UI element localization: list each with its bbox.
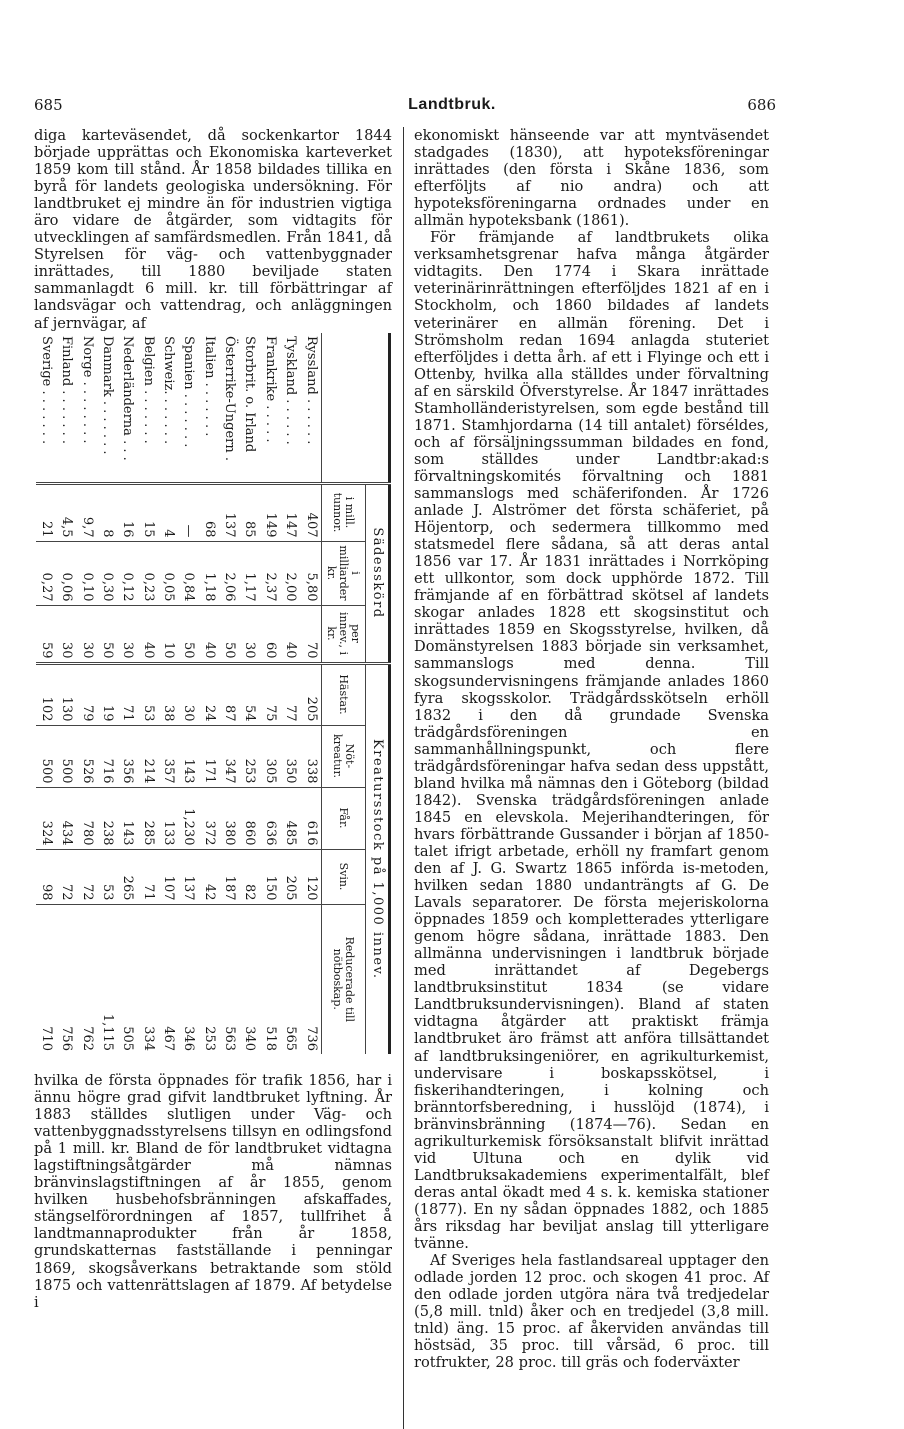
table-row (280, 333, 300, 1054)
left-column-top-text (34, 127, 392, 332)
table-cell: 356 (117, 725, 137, 787)
table-cell: 0,27 (36, 541, 56, 605)
table-cell: 780 (77, 787, 97, 849)
table-cell: 87 (219, 663, 239, 725)
header-kreatursstock: Kreatursstock på 1,000 innev. (366, 663, 390, 1054)
table-row (138, 333, 158, 1054)
table-cell: 10 (158, 605, 178, 663)
paragraph: diga karteväsendet, då sockenkartor 1844 började upprättas och Ekonomiska karteverket 1859 kom till stånd. År 1858 bildades tillika en byrå för landets geologiska undersökning. För landtbruket ej mindre än för industrien vigtiga äro vidare de åtgärder, som vidtagits för utvecklingen af samfärdsmedlen. Från 1841, då Styrelsen för väg- och vattenbyggnader inrättades, till 1880 beviljade staten sammanlagdt 6 mill. kr. till förbättringar af landsvägar och vattendrag, och anläggningen af jernvägar, af (34, 127, 392, 332)
table-cell: 0,23 (138, 541, 158, 605)
table-cell: 120 (301, 849, 322, 904)
table-cell: 133 (158, 787, 178, 849)
table-cell: 467 (158, 904, 178, 1054)
table-cell: 762 (77, 904, 97, 1054)
table-cell: 30 (239, 605, 259, 663)
header-notkreatur: Nöt-kreatur. (322, 725, 366, 787)
table-cell: 72 (77, 849, 97, 904)
country-name: Norge . . . . . . . . (79, 336, 95, 444)
table-cell: 710 (36, 904, 56, 1054)
table-cell: 54 (239, 663, 259, 725)
country-name: Nederländerna . . . (120, 336, 136, 461)
right-column-text (414, 127, 769, 1371)
table-cell: 0,30 (97, 541, 117, 605)
table-cell: 143 (178, 725, 198, 787)
table-cell: 372 (199, 787, 219, 849)
table-cell: 305 (260, 725, 280, 787)
country-name: Danmark . . . . . . . (100, 336, 116, 455)
page-number-right: 686 (747, 96, 776, 114)
table-cell: 5,80 (301, 541, 322, 605)
country-name: Spanien . . . . . . . (181, 336, 197, 448)
table-cell: 53 (97, 849, 117, 904)
table-cell: 736 (301, 904, 322, 1054)
country-name: Storbrit. o. Irland (242, 336, 258, 453)
table-cell: 350 (280, 725, 300, 787)
table-cell: 253 (239, 725, 259, 787)
paragraph: För främjande af landtbrukets olika verksamhetsgrenar hafva många åtgärder vidtagits. Den 1774 i Skara inrättade veterinärinrättningen efterföljdes 1821 af en i Stockholm, och 1860 bildades af landets veterinärer en allmän förening. Det i Strömsholm redan 1694 anlagda stuteriet efterföljdes i detta årh. af ett i Flyinge och ett i Ottenby, hvilka alla ställdes under förvaltning af en särskild Öfverstyrelse. År 1847 inrättades Stamholländeristyrelsen, som egde bestånd till 1871. Stamhjordarna (14 till antalet) förséldes, och af försäljningssumman bildades en fond, som ställdes under Landtbr:akad:s förvaltningskomités förvaltning och 1881 sammanslogs med schäferifonden. År 1726 anlade J. Alströmer det första schäferiet, på Höjentorp, och sedermera tillkommo med statsmedel flere sådana, så att deras antal 1856 var 17. År 1831 inrättades i Norrköping ett ullkontor, som dock upphörde 1872. Till främjande af en förbättrad skötsel af landets skogar anlades 1828 ett skogsinstitut och inrättades 1859 en Skogsstyrelse, hvilken, då Domänstyrelsen 1883 började sin verksamhet, sammanslogs med denna. Till skogsundervisningens främjande anlades 1860 fyra skogsskolor. Trädgårdsskötseln erhöll 1832 i den då grundade Svenska trädgårdsföreningen en sammanhållningspunkt, och flere trädgårdsföreningar hafva sedan dess uppstått, bland hvilka må nämnas den i Göteborg (bildad 1842). Svenska trädgårdsföreningen anlade 1845 en elevskola. Mejerihandteringen, för hvars förbättrande Gussander i början af 1850-talet ifrigt arbetade, erhöll ny framfart genom den af J. G. Swartz 1865 införda is-metoden, hvilken sedan 1880 undanträngts af G. De Lavals separatorer. De första mejeriskolorna öppnades 1859 och kompletterades ytterligare genom högre sådana, inrättade 1883. Den allmänna undervisningen i landtbruk började med inrättandet af Degebergs landtbruksinstitut 1834 (se vidare Landtbruksundervisningen). Bland af staten vidtagna åtgärder att praktiskt främja landtbruket äro främst att anföra tillsättandet af landtbruksingeniörer, en agrikulturkemist, undervisare i boskapsskötsel, i fiskerihandteringen, i kolning och bränntorfsberedning, i husslöjd (1874), i bränvinsbränning (1874—76). Sedan en agrikulturkemisk försöksanstalt blifvit inrättad vid Ultuna och en dylik vid Landtbruksakademiens experimentalfält, blef deras antal ökadt med 4 s. k. kemiska stationer (1877). En ny sådan öppnades 1882, och 1885 års riksdag har beviljat anslag till ytterligare tvänne. (414, 229, 769, 1253)
table-cell: 59 (36, 605, 56, 663)
table-cell: 72 (56, 849, 76, 904)
table-cell: 563 (219, 904, 239, 1054)
table-cell: 2,37 (260, 541, 280, 605)
table-cell: 50 (97, 605, 117, 663)
table-cell: 50 (178, 605, 198, 663)
country-name: Frankrike . . . . . (262, 336, 278, 443)
table-cell: 75 (260, 663, 280, 725)
table-cell: 0,10 (77, 541, 97, 605)
table-cell: 79 (77, 663, 97, 725)
table-cell: 860 (239, 787, 259, 849)
table-cell: 518 (260, 904, 280, 1054)
header-saddesskord: Sädesskörd (366, 483, 390, 663)
header-reducerade: Reducerade till nötboskap. (322, 904, 366, 1054)
table-cell: 324 (36, 787, 56, 849)
table-cell: 16 (117, 483, 137, 541)
table-cell: 53 (138, 663, 158, 725)
table-cell: 340 (239, 904, 259, 1054)
table-row (219, 333, 239, 1054)
table-cell: 71 (117, 663, 137, 725)
table-cell: 346 (178, 904, 198, 1054)
table-cell: 42 (199, 849, 219, 904)
country-name: Ryssland . . . . . . (303, 336, 319, 445)
table-cell: 149 (260, 483, 280, 541)
table-cell: 1,230 (178, 787, 198, 849)
table-cell: 565 (280, 904, 300, 1054)
table-cell: 0,05 (158, 541, 178, 605)
country-name: Belgien . . . . . . . (140, 336, 156, 444)
table-cell: 338 (301, 725, 322, 787)
table-cell: 526 (77, 725, 97, 787)
table-cell: 130 (56, 663, 76, 725)
table-cell: 1,115 (97, 904, 117, 1054)
table-cell: 716 (97, 725, 117, 787)
header-far: Får. (322, 787, 366, 849)
table-cell: 40 (138, 605, 158, 663)
country-name: Tyskland . . . . . . (283, 336, 299, 445)
agriculture-statistics-table (36, 333, 391, 1054)
table-cell: 40 (199, 605, 219, 663)
table-cell: 77 (280, 663, 300, 725)
table-cell: 2,00 (280, 541, 300, 605)
table-row (117, 333, 137, 1054)
table-cell: 265 (117, 849, 137, 904)
table-cell: 1,17 (239, 541, 259, 605)
table-cell: 68 (199, 483, 219, 541)
table-cell: 107 (158, 849, 178, 904)
table-cell: 347 (219, 725, 239, 787)
table-row (239, 333, 259, 1054)
table-cell: 285 (138, 787, 158, 849)
table-cell: 71 (138, 849, 158, 904)
table-cell: 0,84 (178, 541, 198, 605)
table-cell: 8 (97, 483, 117, 541)
table-cell: 253 (199, 904, 219, 1054)
table-row (178, 333, 198, 1054)
statistics-table-frame (36, 333, 391, 1054)
table-cell: 407 (301, 483, 322, 541)
table-row (260, 333, 280, 1054)
table-row (36, 333, 56, 1054)
page-number-left: 685 (34, 96, 63, 114)
table-row (56, 333, 76, 1054)
country-name: Finland . . . . . . . (59, 336, 75, 445)
table-cell: 15 (138, 483, 158, 541)
paragraph: ekonomiskt hänseende var att myntväsendet stadgades (1830), att hypoteksföreningar inrättades (den första i Skåne 1836, som efterföljts af nio andra) och att hypoteksföreningarna ordnades under en allmän hypoteksbank (1861). (414, 127, 769, 230)
table-cell: 434 (56, 787, 76, 849)
table-cell: 19 (97, 663, 117, 725)
table-cell: 616 (301, 787, 322, 849)
table-cell: 187 (219, 849, 239, 904)
table-cell: 2,06 (219, 541, 239, 605)
table-cell: 30 (56, 605, 76, 663)
paragraph: hvilka de första öppnades för trafik 1856, har i ännu högre grad gifvit landtbruket lyftning. År 1883 ställdes slutligen under Väg- och vattenbyggnadsstyrelsens tillsyn en odlingsfond på 1 mill. kr. Bland de för landtbruket vidtagna lagstiftningsåtgärder må nämnas bränvinslagstiftningen af år 1855, genom hvilken husbehofsbränningen afskaffades, stängselförordningen af 1857, tullfrihet å landtmannaprodukter från år 1858, grundskatternas fastställande i penningar 1869, skogsåverkans betraktande som stöld 1875 och vattenrättslagen af 1879. Af betydelse i (34, 1072, 392, 1311)
country-name: Schweiz. . . . . . . (161, 336, 177, 445)
header-hastar: Hästar. (322, 663, 366, 725)
header-per-innev: per innev., i kr. (322, 605, 366, 663)
table-cell: 82 (239, 849, 259, 904)
table-cell: 636 (260, 787, 280, 849)
table-cell: 50 (219, 605, 239, 663)
table-cell: 214 (138, 725, 158, 787)
table-cell: 500 (36, 725, 56, 787)
table-cell: 756 (56, 904, 76, 1054)
table-cell: 0,06 (56, 541, 76, 605)
table-cell: 1,18 (199, 541, 219, 605)
table-cell: 205 (301, 663, 322, 725)
table-cell: 38 (158, 663, 178, 725)
table-cell: 98 (36, 849, 56, 904)
table-cell: 70 (301, 605, 322, 663)
header-milliarder: i milliarder kr. (322, 541, 366, 605)
country-name: Österrike-Ungern . (222, 336, 238, 461)
table-cell: 4,5 (56, 483, 76, 541)
table-cell: 137 (178, 849, 198, 904)
table-row (77, 333, 97, 1054)
table-cell: 30 (178, 663, 198, 725)
table-cell: 40 (280, 605, 300, 663)
table-cell: 0,12 (117, 541, 137, 605)
table-cell: 30 (117, 605, 137, 663)
table-cell: 171 (199, 725, 219, 787)
table-cell: 238 (97, 787, 117, 849)
table-cell: 500 (56, 725, 76, 787)
left-column-bottom-text (34, 1072, 392, 1311)
table-cell: 334 (138, 904, 158, 1054)
table-cell: 505 (117, 904, 137, 1054)
country-name: Sverige . . . . . . . (39, 336, 54, 445)
table-cell: 150 (260, 849, 280, 904)
table-row (97, 333, 117, 1054)
table-cell: — (178, 483, 198, 541)
table-cell: 485 (280, 787, 300, 849)
table-cell: 102 (36, 663, 56, 725)
table-cell: 9,7 (77, 483, 97, 541)
table-cell: 4 (158, 483, 178, 541)
table-cell: 147 (280, 483, 300, 541)
header-mill-tunnor: i mill. tunnor. (322, 483, 366, 541)
table-cell: 21 (36, 483, 56, 541)
column-divider (403, 127, 404, 1429)
table-cell: 137 (219, 483, 239, 541)
table-cell: 30 (77, 605, 97, 663)
header-svin: Svin. (322, 849, 366, 904)
table-cell: 60 (260, 605, 280, 663)
table-cell: 357 (158, 725, 178, 787)
country-name: Italien . . . . . . . (201, 336, 217, 437)
table-row (301, 333, 322, 1054)
page-title: Landtbruk. (408, 96, 496, 113)
table-cell: 85 (239, 483, 259, 541)
table-cell: 143 (117, 787, 137, 849)
paragraph: Af Sveriges hela fastlandsareal upptager den odlade jorden 12 proc. och skogen 41 proc. Af den odlade jorden utgöra nära två tredjedelar (5,8 mill. tnld) åker och en tredjedel (3,8 mill. tnld) äng. 15 proc. af åkerviden användas till höstsäd, 35 proc. till vårsäd, 6 proc. till rotfrukter, 28 proc. till gräs och foderväxter (414, 1252, 769, 1372)
table-cell: 380 (219, 787, 239, 849)
table-row (158, 333, 178, 1054)
table-cell: 24 (199, 663, 219, 725)
table-cell: 205 (280, 849, 300, 904)
table-row (199, 333, 219, 1054)
